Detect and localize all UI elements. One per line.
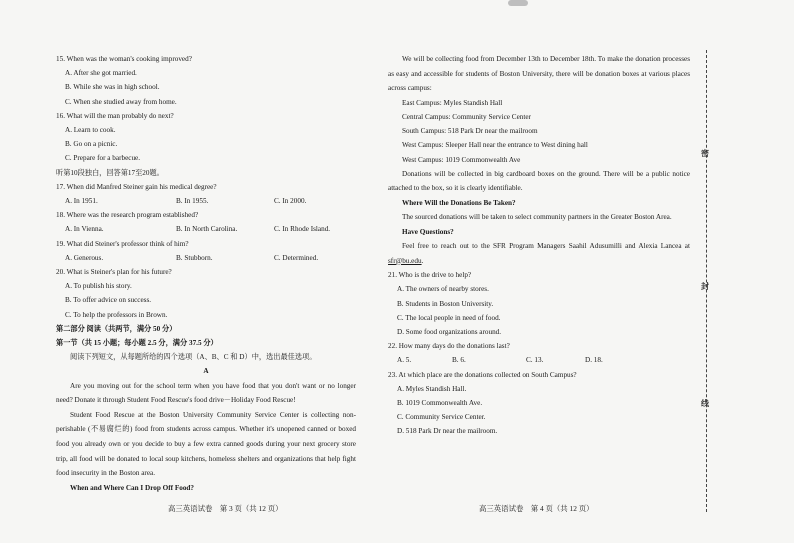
passage-heading: When and Where Can I Drop Off Food?	[70, 483, 195, 492]
option: A. After she got married.	[65, 69, 137, 78]
email-link[interactable]: sfr@bu.edu	[388, 256, 422, 265]
right-page	[388, 52, 690, 439]
passage-paragraph: We will be collecting food from December 13th to December 18th. To make the donation processes as easy and accessible for students of Boston University, there will be donation boxes at various places across campus:	[388, 55, 690, 93]
option: B. In North Carolina.	[176, 225, 238, 234]
location-item: Central Campus: Community Service Center	[402, 112, 531, 121]
option: B. 6.	[452, 356, 466, 365]
option: C. Determined.	[274, 253, 319, 262]
question-20-stem: 20. What is Steiner's plan for his future?	[56, 268, 172, 277]
option: C. To help the professors in Brown.	[65, 310, 168, 319]
reading-instructions: 阅读下列短文，从每题所给的四个选项（A、B、C 和 D）中，选出最佳选项。	[70, 353, 317, 362]
passage-paragraph: Are you moving out for the school term when you have food that you don't want or no longer need? Donate it through Student Food Rescue's food drive－Holiday Food Rescue!	[56, 381, 356, 405]
option: B. 1019 Commonwealth Ave.	[397, 399, 483, 407]
question-22-stem: 22. How many days do the donations last?	[388, 342, 510, 351]
passage-paragraph: The sourced donations will be taken to select community partners in the Greater Boston Area.	[402, 213, 672, 222]
option: B. Stubborn.	[176, 253, 213, 262]
binding-mark: 线	[701, 399, 709, 408]
section-intro: 听第10段独白，回答第17至20题。	[56, 168, 164, 177]
option: A. In 1951.	[65, 197, 98, 206]
option: B. While she was in high school.	[65, 83, 160, 92]
left-page	[56, 52, 356, 495]
question-23-stem: 23. At which place are the donations collected on South Campus?	[388, 370, 577, 379]
binding-mark: 密	[701, 149, 709, 158]
options-row	[388, 353, 690, 367]
options-row	[56, 194, 356, 208]
options-row	[56, 251, 356, 265]
option: C. In 2000.	[274, 197, 307, 206]
page-footer-right: 高三英语试卷 第 4 页（共 12 页）	[479, 504, 594, 513]
question-15-stem: 15. When was the woman's cooking improved?	[56, 55, 192, 63]
binding-mark: 封	[701, 282, 709, 291]
option: C. 13.	[526, 356, 544, 365]
question-18-stem: 18. Where was the research program established?	[56, 211, 199, 220]
question-17-stem: 17. When did Manfred Steiner gain his medical degree?	[56, 182, 217, 191]
question-16-stem: 16. What will the man probably do next?	[56, 111, 174, 120]
option: D. Some food organizations around.	[397, 327, 502, 336]
location-item: East Campus: Myles Standish Hall	[402, 98, 503, 107]
option: A. In Vienna.	[65, 225, 104, 234]
question-21-stem: 21. Who is the drive to help?	[388, 271, 472, 280]
option: A. 5.	[397, 356, 412, 365]
passage-letter: A	[203, 367, 209, 376]
scan-smudge	[508, 0, 528, 6]
passage-heading: Where Will the Donations Be Taken?	[402, 198, 516, 207]
option: C. In Rhode Island.	[274, 225, 331, 234]
option: A. The owners of nearby stores.	[397, 285, 489, 294]
option: B. Students in Boston University.	[397, 299, 494, 308]
option: A. Learn to cook.	[65, 126, 116, 135]
passage-heading: Have Questions?	[402, 227, 454, 236]
location-item: West Campus: 1019 Commonwealth Ave	[402, 155, 521, 164]
option: A. Myles Standish Hall.	[397, 384, 467, 393]
option: A. Generous.	[65, 253, 104, 262]
question-19-stem: 19. What did Steiner's professor think of him?	[56, 239, 189, 248]
option: C. When she studied away from home.	[65, 97, 177, 106]
passage-paragraph	[388, 239, 690, 268]
location-item: South Campus: 518 Park Dr near the mailroom	[402, 127, 538, 136]
option: B. Go on a picnic.	[65, 140, 118, 149]
option: D. 518 Park Dr near the mailroom.	[397, 427, 498, 436]
location-item: West Campus: Sleeper Hall near the entrance to West dining hall	[402, 141, 588, 150]
passage-paragraph: Student Food Rescue at the Boston University Community Service Center is collecting non-perishable (不易腐烂的) food from students across campus. Whether it's unopened canned or boxed food you already own or you decide to buy a few extra canned goods during your next grocery store trip, all food will be donated to local soup kitchens, homeless shelters and organizations that help fight food insecurity in the Boston area.	[56, 410, 356, 478]
contact-text-end: .	[421, 256, 424, 265]
option: C. The local people in need of food.	[397, 313, 501, 322]
option: C. Prepare for a barbecue.	[65, 154, 141, 163]
contact-text: Feel free to reach out to the SFR Program Managers Saahil Adusumilli and Alexia Lancea at	[402, 241, 690, 250]
option: B. To offer advice on success.	[65, 296, 152, 305]
page-footer-left: 高三英语试卷 第 3 页（共 12 页）	[168, 504, 283, 513]
option: B. In 1955.	[176, 197, 209, 206]
option: D. 18.	[585, 356, 603, 365]
passage-paragraph: Donations will be collected in big cardboard boxes on the ground. There will be a public notice attached to the box, so it is clearly identifiable.	[388, 169, 690, 193]
option: C. Community Service Center.	[397, 413, 486, 422]
part-2-title: 第二部分 阅读（共两节，满分 50 分）	[56, 324, 177, 333]
section-1-title: 第一节（共 15 小题；每小题 2.5 分，满分 37.5 分）	[56, 339, 218, 348]
option: A. To publish his story.	[65, 282, 132, 291]
options-row	[56, 222, 356, 236]
